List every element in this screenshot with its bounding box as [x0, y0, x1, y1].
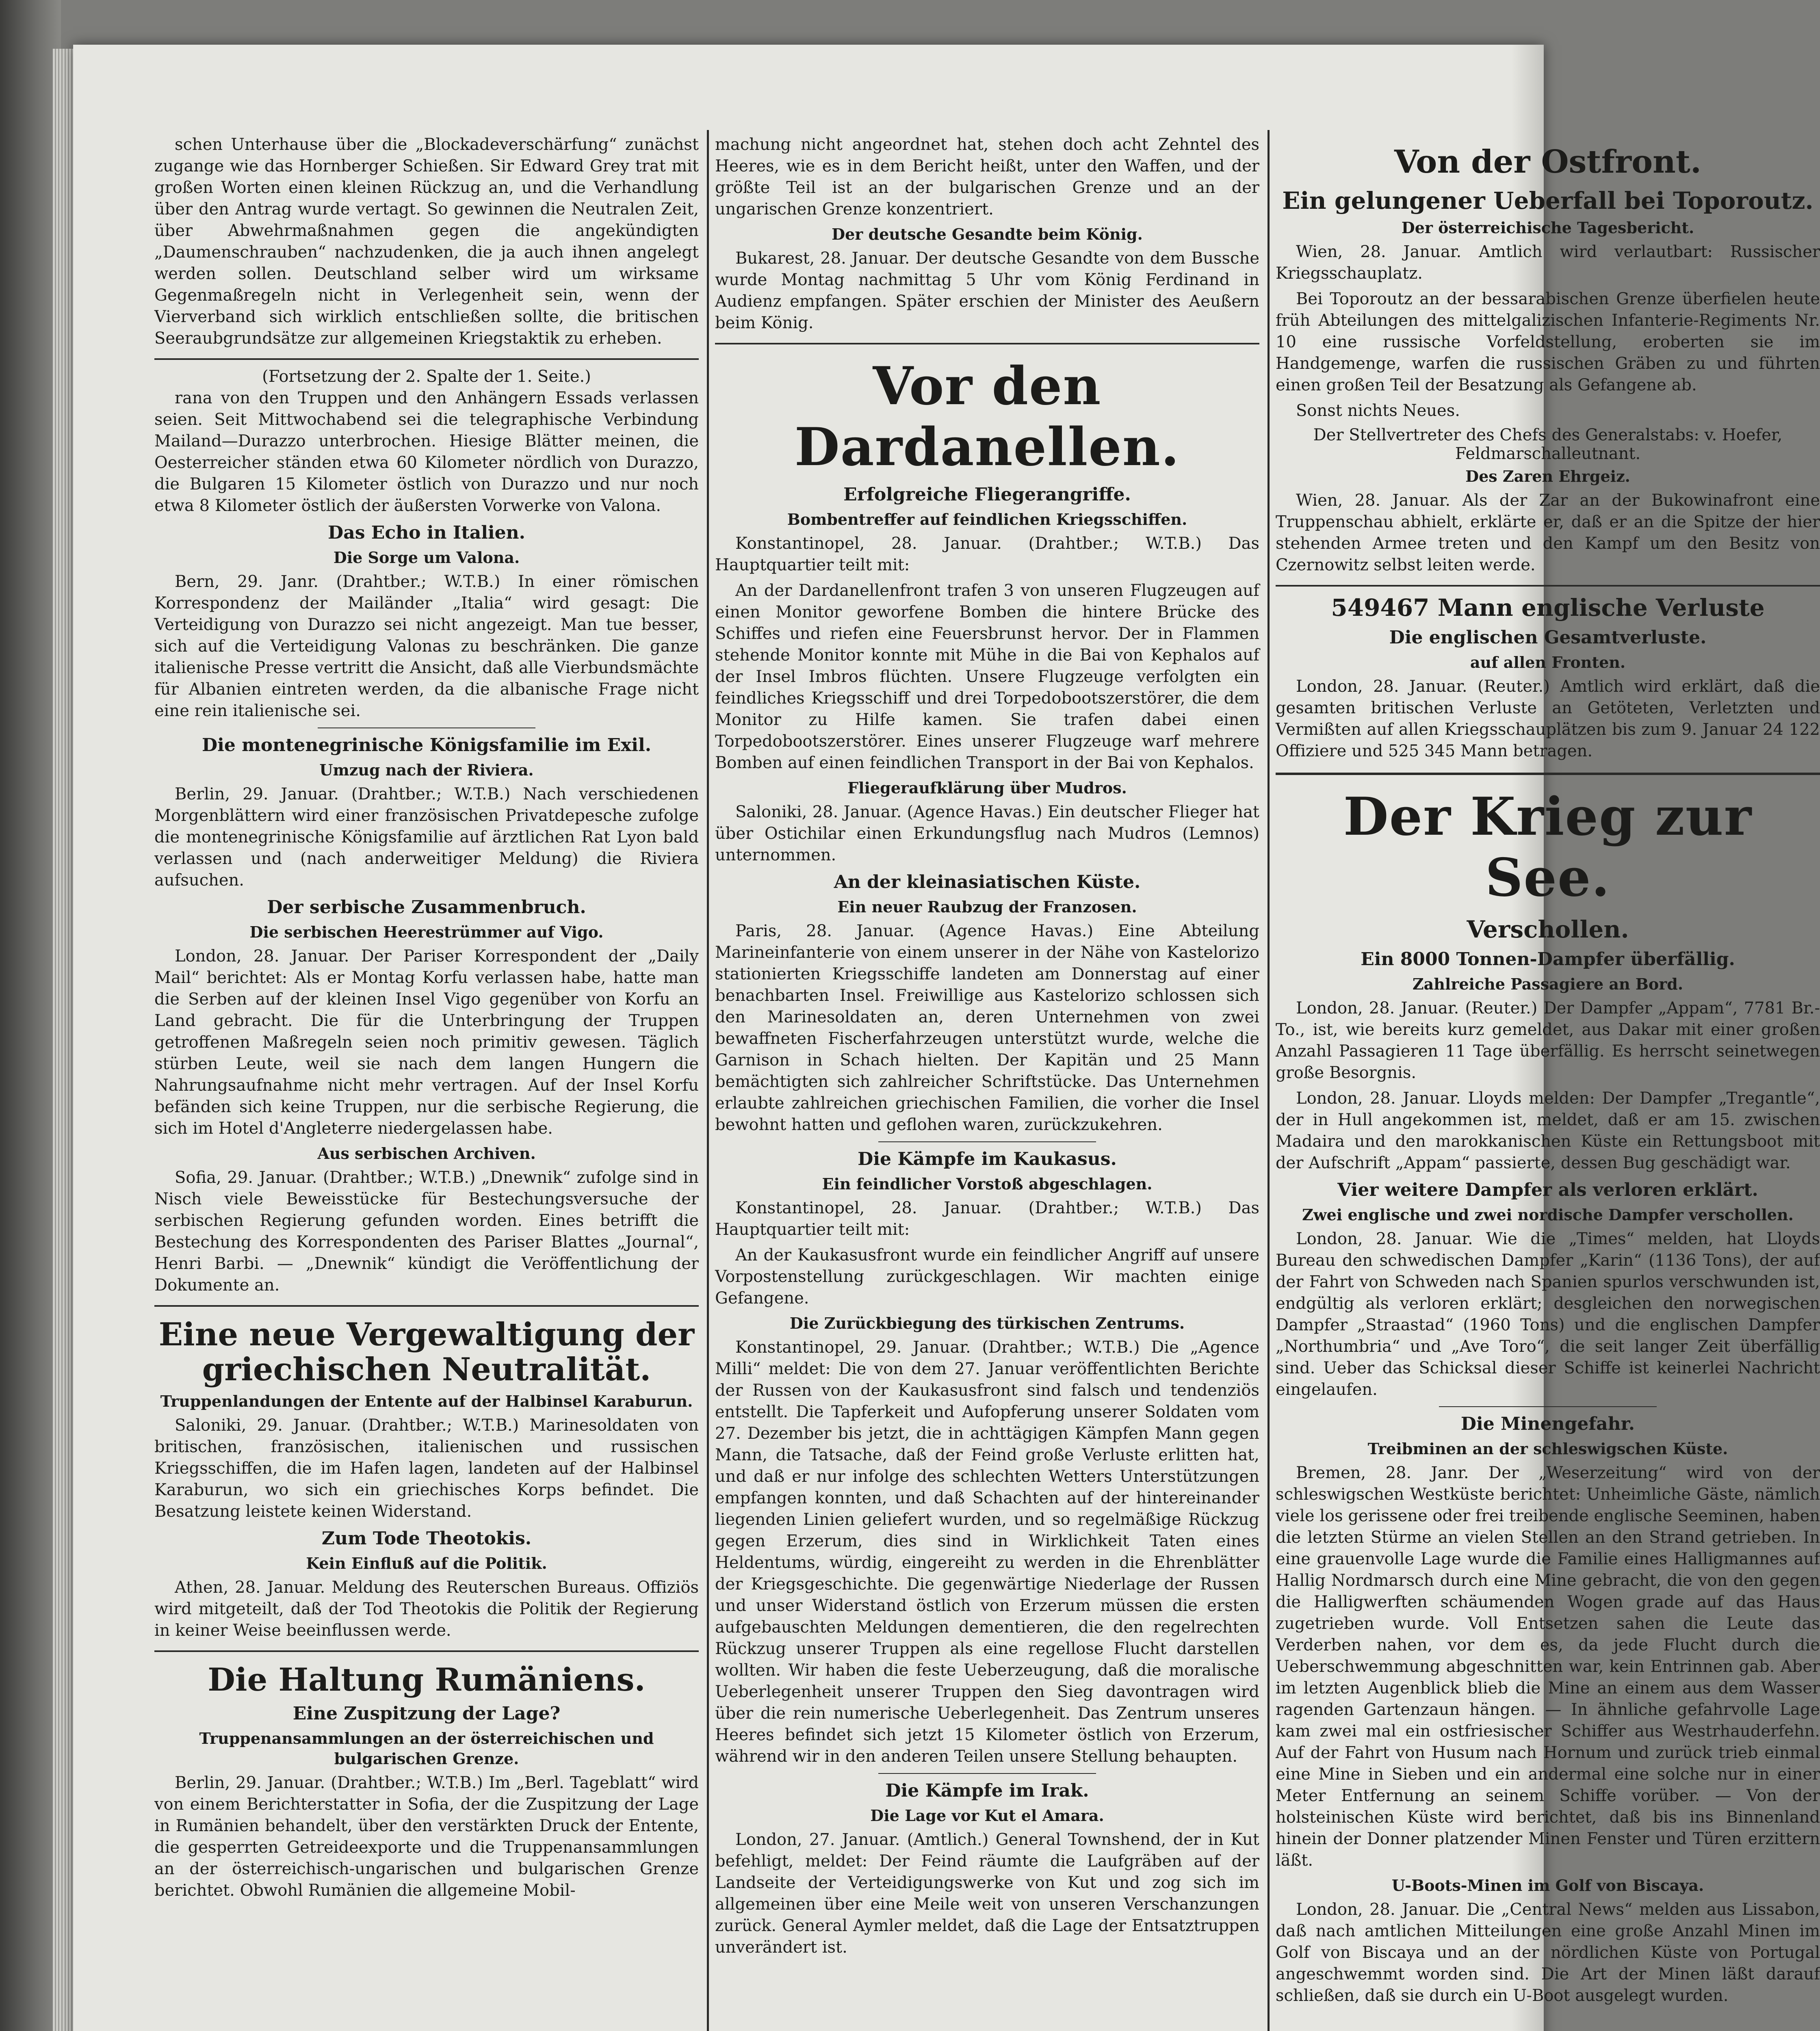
article-paragraph: London, 28. Januar. Die „Central News“ melden aus Lissabon, daß nach amtlichen Mitteilungen eine große Anzahl Minen im Golf von Biscaya und an der nördlichen Küste von Portugal angeschwemmt worden sind. Die Art der Minen läßt darauf schließen, daß sie durch ein U-Boot ausgelegt wurden.	[1276, 1900, 1820, 2005]
article-dateline-heading: Die Zurückbiegung des türkischen Zentrums.	[789, 1314, 1185, 1332]
article-dateline-heading: Umzug nach der Riviera.	[319, 761, 534, 779]
article-subheading: Vier weitere Dampfer als verloren erklärt.	[1337, 1180, 1758, 1200]
book-binding	[0, 0, 61, 2031]
column-rule	[707, 130, 709, 2031]
article-paragraph: London, 28. Januar. (Reuter.) Der Dampfer „Appam“, 7781 Br.-To., ist, wie bereits kurz gemeldet, aus Dakar mit einer großen Anzahl Passagieren 11 Tage überfällig. Es herrscht seinetwegen große Besorgnis.	[1276, 999, 1820, 1082]
article-paragraph: Konstantinopel, 28. Januar. (Drahtber.; W.T.B.) Das Hauptquartier teilt mit:	[715, 1199, 1259, 1239]
article-dateline-heading: Die Lage vor Kut el Amara.	[870, 1806, 1104, 1825]
column-rule	[1268, 130, 1270, 2031]
article-paragraph: Saloniki, 29. Januar. (Drahtber.; W.T.B.) Marinesoldaten von britischen, französischen, italienischen und russischen Kriegsschiffen, die im Hafen lagen, landeten auf der Halbinsel Karaburun, wo sich ein griechisches Korps befindet. Die Besatzung leistete keinen Widerstand.	[154, 1416, 699, 1521]
column-2	[715, 134, 1259, 2031]
article-dateline-heading: Truppenlandungen der Entente auf der Halbinsel Karaburun.	[160, 1392, 693, 1410]
article-paragraph: London, 28. Januar. Der Pariser Korrespondent der „Daily Mail“ berichtet: Als er Montag Korfu verlassen habe, hatte man die Serben auf der kleinen Insel Vigo gegenüber von Korfu an Land gebracht. Die für die Unterbringung der Truppen getroffenen Maßregeln seien noch primitiv gewesen. Täglich stürben Leute, weil sie nach dem langen Hungern die Nahrungsaufnahme nicht mehr vertragen. Auf der Insel Korfu befänden sich keine Truppen, nur die serbische Regierung, die sich im Hotel d'Angleterre niedergelassen habe.	[154, 947, 699, 1138]
article-subheading: Die montenegrinische Königsfamilie im Exil.	[202, 735, 652, 756]
section-rule	[1276, 773, 1820, 775]
article-paragraph: Berlin, 29. Januar. (Drahtber.; W.T.B.) Im „Berl. Tageblatt“ wird von einem Berichterstatter in Sofia, der die Zuspitzung der Lage in Rumänien behandelt, über den verstärkten Druck der Entente, die gesperrten Getreideexporte und die Truppenansammlungen an der österreichisch-ungarischen und bulgarischen Grenze berichtet. Obwohl Rumänien die allgemeine Mobil-	[154, 1773, 699, 1900]
article-paragraph: machung nicht angeordnet hat, stehen doch acht Zehntel des Heeres, wie es in dem Bericht heißt, unter den Waffen, und der größte Teil ist an der bulgarischen Grenze und an der ungarischen Grenze konzentriert.	[715, 135, 1259, 219]
section-headline: Vor den Dardanellen.	[794, 356, 1180, 478]
article-paragraph: rana von den Truppen und den Anhängern Essads verlassen seien. Seit Mittwochabend sei die telegraphische Verbindung Mailand—Durazzo unterbrochen. Hiesige Blätter meinen, die Oesterreicher ständen etwa 60 Kilometer nördlich von Durazzo, die Bulgaren 15 Kilometer östlich von Durazzo und nur noch etwa 8 Kilometer östlich der äußersten Vorwerke von Valona.	[154, 389, 699, 515]
article-paragraph: An der Dardanellenfront trafen 3 von unseren Flugzeugen auf einen Monitor geworfene Bomben die hintere Brücke des Schiffes und riefen eine Feuersbrunst hervor. Der in Flammen stehende Monitor konnte mit Mühe in die Bai von Kephalos auf der Insel Imbros flüchten. Unsere Flugzeuge verfolgten ein feindliches Kriegsschiff und drei Torpedobootszerstörer, die dem Monitor zu Hilfe kamen. Sie trafen dabei einen Torpedobootszerstörer. Eines unserer Flugzeuge warf mehrere Bomben auf einen feindlichen Transport in der Bai von Kephalos.	[715, 581, 1259, 772]
article-subheading: An der kleinasiatischen Küste.	[834, 872, 1141, 892]
article-paragraph: Saloniki, 28. Januar. (Agence Havas.) Ein deutscher Flieger hat über Ostichilar einen Erkundungsflug nach Mudros (Lemnos) unternommen.	[715, 803, 1259, 864]
article-headline: Eine neue Vergewaltigung der griechischen Neutralität.	[158, 1316, 695, 1388]
article-subheading: Zum Tode Theotokis.	[321, 1528, 532, 1549]
article-dateline-heading: Ein feindlicher Vorstoß abgeschlagen.	[822, 1175, 1153, 1193]
article-paragraph: Sofia, 29. Januar. (Drahtber.; W.T.B.) „Dnewnik“ zufolge sind in Nisch viele Beweisstücke für Bestechungsversuche der serbischen Regierung gefunden worden. Eines betrifft die Bestechung des Korrespondenten des Pariser Blattes „Journal“, Henri Barbi. — „Dnewnik“ kündigt die Veröffentlichung der Dokumente an.	[154, 1168, 699, 1295]
article-paragraph: London, 27. Januar. (Amtlich.) General Townshend, der in Kut befehligt, meldet: Der Feind räumte die Laufgräben auf der Landseite der Verteidigungswerke von Kut und zog sich im allgemeinen über eine Meile weit von unseren Verschanzungen zurück. General Aymler meldet, daß die Lage der Entsatztruppen unverändert ist.	[715, 1830, 1259, 1957]
article-subheading: Eine Zuspitzung der Lage?	[292, 1703, 561, 1724]
article-paragraph: schen Unterhause über die „Blockadeverschärfung“ zunächst zugange wie das Hornberger Schießen. Sir Edward Grey trat mit großen Worten einen kleinen Rückzug an, und die Verhandlung über den Antrag wurde vertagt. So gewinnen die Neutralen Zeit, über Abwehrmaßnahmen gegen die angekündigten „Daumenschrauben“ nachzudenken, die ja auch ihnen angelegt werden sollen. Deutschland selber wird um wirksame Gegenmaßregeln nicht in Verlegenheit sein, wenn der Vierverband sich wirklich entschließen sollte, die britischen Seeraubgrundsätze zur allgemeinen Kriegstaktik zu erheben.	[154, 135, 699, 348]
separator-rule	[715, 343, 1259, 344]
continuation-note: (Fortsetzung der 2. Spalte der 1. Seite.)	[262, 367, 591, 386]
article-paragraph: Bukarest, 28. Januar. Der deutsche Gesandte von dem Bussche wurde Montag nachmittag 5 Uhr vom König Ferdinand in Audienz empfangen. Später erschien der Minister des Aeußern beim König.	[715, 249, 1259, 332]
article-dateline-heading: Bombentreffer auf feindlichen Kriegsschiffen.	[787, 510, 1187, 528]
article-paragraph: Wien, 28. Januar. Als der Zar an der Bukowinafront eine Truppenschau abhielt, erklärte er, daß er an die Spitze der hier stehenden Armee treten und den Kampf um den Besitz von Czernowitz selbst leiten werde.	[1276, 491, 1820, 574]
article-dateline-heading: Die serbischen Heerestrümmer auf Vigo.	[249, 923, 604, 941]
column-1	[154, 134, 699, 2031]
article-subheading: Die Minengefahr.	[1460, 1414, 1635, 1434]
article-paragraph: Athen, 28. Januar. Meldung des Reuterschen Bureaus. Offiziös wird mitgeteilt, daß der Tod Theotokis die Politik der Regierung in keiner Weise beeinflussen werde.	[154, 1578, 699, 1640]
article-paragraph: Bern, 29. Janr. (Drahtber.; W.T.B.) In einer römischen Korrespondenz der Mailänder „Italia“ wird gesagt: Die Verteidigung von Durazzo sei nicht angezeigt. Man tue besser, sich auf die Verteidigung Valonas zu beschränken. Die ganze italienische Presse vertritt die Ansicht, daß alle Vierbundsmächte für Albanien eintreten werden, da die albanische Frage nicht eine rein italienische sei.	[154, 572, 699, 720]
article-paragraph: London, 28. Januar. (Reuter.) Amtlich wird erklärt, daß die gesamten britischen Verluste an Getöteten, Verletzten und Vermißten auf allen Kriegsschauplätzen bis zum 9. Januar 24 122 Offiziere und 525 345 Mann betragen.	[1276, 677, 1820, 760]
article-dateline-heading: Zwei englische und zwei nordische Dampfer verschollen.	[1302, 1206, 1794, 1224]
article-dateline-heading: Truppenansammlungen an der österreichischen und bulgarischen Grenze.	[199, 1729, 654, 1768]
separator-rule	[154, 1650, 699, 1652]
article-dateline-heading: Der österreichische Tagesbericht.	[1401, 219, 1694, 237]
article-paragraph: Konstantinopel, 28. Januar. (Drahtber.; W.T.B.) Das Hauptquartier teilt mit:	[715, 534, 1259, 574]
article-dateline-heading: Treibminen an der schleswigschen Küste.	[1367, 1440, 1728, 1458]
article-paragraph: Bremen, 28. Janr. Der „Weserzeitung“ wird von der schleswigschen Westküste berichtet: Unheimliche Gäste, nämlich viele los gerissene oder frei treibende englische Seeminen, haben die letzten Stürme an vielen Stellen an den Strand getrieben. In eine grauenvolle Lage wurde die Familie eines Halligmannes auf Hallig Nordmarsch durch eine Mine gebracht, die von den gegen die Halligwerften schäumenden Wogen grade auf das Haus zugetrieben wurde. Voll Entsetzen sahen die Leute das Verderben nahen, vor dem es, da jede Flucht durch die Ueberschwemmung abgeschnitten war, kein Entrinnen gab. Aber im letzten Augenblick blieb die Mine an einem aus dem Wasser ragenden Gartenzaun hängen. — In ähnliche gefahrvolle Lage kam zwei mal ein ostfriesischer Schiffer aus Westrhauderfehn. Auf der Fahrt von Husum nach Hornum und zurück trieb einmal eine Mine in Sieben und ein andermal eine solche nur in einer Meter Entfernung an seinem Schiffe vorüber. — Von der holsteinischen Küste wird berichtet, daß bis ins Binnenland hinein der Donner platzender Minen Fenster und Türen erzittern läßt.	[1276, 1464, 1820, 1870]
continuation-note: Der Stellvertreter des Chefs des Generalstabs: v. Hoefer, Feldmarschalleutnant.	[1313, 426, 1783, 463]
article-paragraph: Paris, 28. Januar. (Agence Havas.) Eine Abteilung Marineinfanterie von einem unserer in der Nähe von Kastelorizo stationierten Kriegsschiffe landeten am Donnerstag auf einer benachbarten Insel. Freiwillige aus Kastelorizo schlossen sich den Marinesoldaten an, deren Unternehmen von zwei bewaffneten Fischerfahrzeugen unterstützt wurde, welche die Garnison in Schach hielten. Der Kapitän und 25 Mann bemächtigten sich zahlreicher Schriftstücke. Das Unternehmen erlaubte zahlreichen griechischen Familien, die vorher die Insel bewohnt hatten und geflohen waren, zurückzukehren.	[715, 922, 1259, 1134]
newspaper-page	[73, 45, 1820, 2031]
article-headline: Von der Ostfront.	[1394, 143, 1702, 180]
article-headline: Verschollen.	[1467, 916, 1629, 943]
article-subheading: Die Kämpfe im Kaukasus.	[858, 1149, 1117, 1169]
article-subheading: Die englischen Gesamtverluste.	[1389, 627, 1707, 648]
separator-rule	[154, 1305, 699, 1307]
article-subheading: Erfolgreiche Fliegerangriffe.	[843, 484, 1131, 505]
separator-rule	[154, 358, 699, 360]
article-dateline-heading: Kein Einfluß auf die Politik.	[306, 1554, 547, 1572]
article-paragraph: Bei Toporoutz an der bessarabischen Grenze überfielen heute früh Abteilungen des mittelgalizischen Infanterie-Regiments Nr. 10 eine russische Vorfeldstellung, eroberten sie im Handgemenge, warfen die russischen Gräben zu und führten einen großen Teil der Besatzung als Gefangene ab.	[1276, 290, 1820, 394]
article-dateline-heading: U-Boots-Minen im Golf von Biscaya.	[1391, 1876, 1704, 1895]
article-dateline-heading: Aus serbischen Archiven.	[317, 1144, 536, 1163]
article-dateline-heading: auf allen Fronten.	[1470, 653, 1626, 671]
article-dateline-heading: Ein neuer Raubzug der Franzosen.	[837, 898, 1137, 916]
article-subheading: Ein 8000 Tonnen-Dampfer überfällig.	[1361, 949, 1735, 970]
article-headline: 549467 Mann englische Verluste	[1331, 594, 1765, 621]
article-headline: Die Haltung Rumäniens.	[208, 1661, 646, 1698]
column-3	[1276, 134, 1820, 2031]
article-paragraph: Berlin, 29. Januar. (Drahtber.; W.T.B.) Nach verschiedenen Morgenblättern wird einer französischen Privatdepesche zufolge die montenegrinische Königsfamilie auf ärztlichen Rat Lyon bald verlassen und (nach anderweitiger Meldung) die Riviera aufsuchen.	[154, 785, 699, 890]
article-paragraph: London, 28. Januar. Lloyds melden: Der Dampfer „Tregantle“, der in Hull angekommen ist, meldet, daß er am 15. zwischen Madaira und den marokkanischen Küste ein Rettungsboot mit der Aufschrift „Appam“ passierte, dessen Bug geschädigt war.	[1276, 1089, 1820, 1172]
section-headline: Der Krieg zur See.	[1343, 786, 1753, 908]
short-rule	[878, 1141, 1096, 1142]
article-dateline-heading: Die Sorge um Valona.	[333, 548, 520, 567]
article-dateline-heading: Der deutsche Gesandte beim König.	[832, 225, 1143, 243]
separator-rule	[1276, 585, 1820, 587]
article-paragraph: An der Kaukasusfront wurde ein feindlicher Angriff auf unsere Vorpostenstellung zurückgeschlagen. Wir machten einige Gefangene.	[715, 1246, 1259, 1308]
article-subheading: Das Echo in Italien.	[328, 522, 525, 543]
short-rule	[1439, 1406, 1657, 1407]
article-paragraph: London, 28. Januar. Wie die „Times“ melden, hat Lloyds Bureau den schwedischen Dampfer „Karin“ (1136 Tons), der auf der Fahrt von Schweden nach Spanien spurlos verschwunden ist, endgültig als verloren erklärt; desgleichen den norwegischen Dampfer „Straastad“ (1960 Tons) und die englischen Dampfer „Northumbria“ und „Ave Toro“, die seit langer Zeit überfällig sind. Ueber das Schicksal dieser Schiffe ist keinerlei Nachricht eingelaufen.	[1276, 1230, 1820, 1399]
article-paragraph: Sonst nichts Neues.	[1296, 401, 1460, 420]
article-headline: Ein gelungener Ueberfall bei Toporoutz.	[1282, 187, 1814, 214]
article-paragraph: Konstantinopel, 29. Januar. (Drahtber.; W.T.B.) Die „Agence Milli“ meldet: Die von dem 27. Januar veröffentlichten Berichte der Russen von der Kaukasusfront sind falsch und tendenziös entstellt. Die Tapferkeit und Aufopferung unserer Soldaten vom 27. Dezember bis jetzt, die in achttägigen Kämpfen Mann gegen Mann, die Tatsache, daß der Feind große Verluste erlitten hat, und daß er nur infolge des schlechten Wetters Unterstützungen empfangen konnten, und daß Schachten auf der hintereinander liegenden Linien geliefert wurden, und so regelmäßige Rückzug gegen Erzerum, dies sind in Wirklichkeit Taten eines Heldentums, würdig, eingereiht zu werden in die Ehrenblätter der Kriegsgeschichte. Die gegenwärtige Niederlage der Russen und unser Widerstand östlich von Erzerum müssen die ersten aufgebauschten Meldungen dementieren, die den regelrechten Rückzug unserer Truppen als eine regellose Flucht darstellen wollten. Wir haben die feste Ueberzeugung, daß die moralische Ueberlegenheit unserer Truppen den Sieg davontragen wird über die rein numerische Ueberlegenheit. Das Zentrum unseres Heeres befindet sich jetzt 15 Kilometer östlich von Erzerum, während wir in den anderen Teilen unsere Stellung behaupten.	[715, 1338, 1259, 1766]
short-rule	[878, 1773, 1096, 1774]
article-dateline-heading: Fliegeraufklärung über Mudros.	[847, 779, 1127, 797]
article-dateline-heading: Zahlreiche Passagiere an Bord.	[1412, 975, 1684, 993]
article-subheading: Die Kämpfe im Irak.	[885, 1780, 1089, 1801]
article-paragraph: Wien, 28. Januar. Amtlich wird verlautbart: Russischer Kriegsschauplatz.	[1276, 243, 1820, 283]
article-subheading: Der serbische Zusammenbruch.	[267, 897, 586, 918]
article-dateline-heading: Des Zaren Ehrgeiz.	[1465, 467, 1630, 485]
